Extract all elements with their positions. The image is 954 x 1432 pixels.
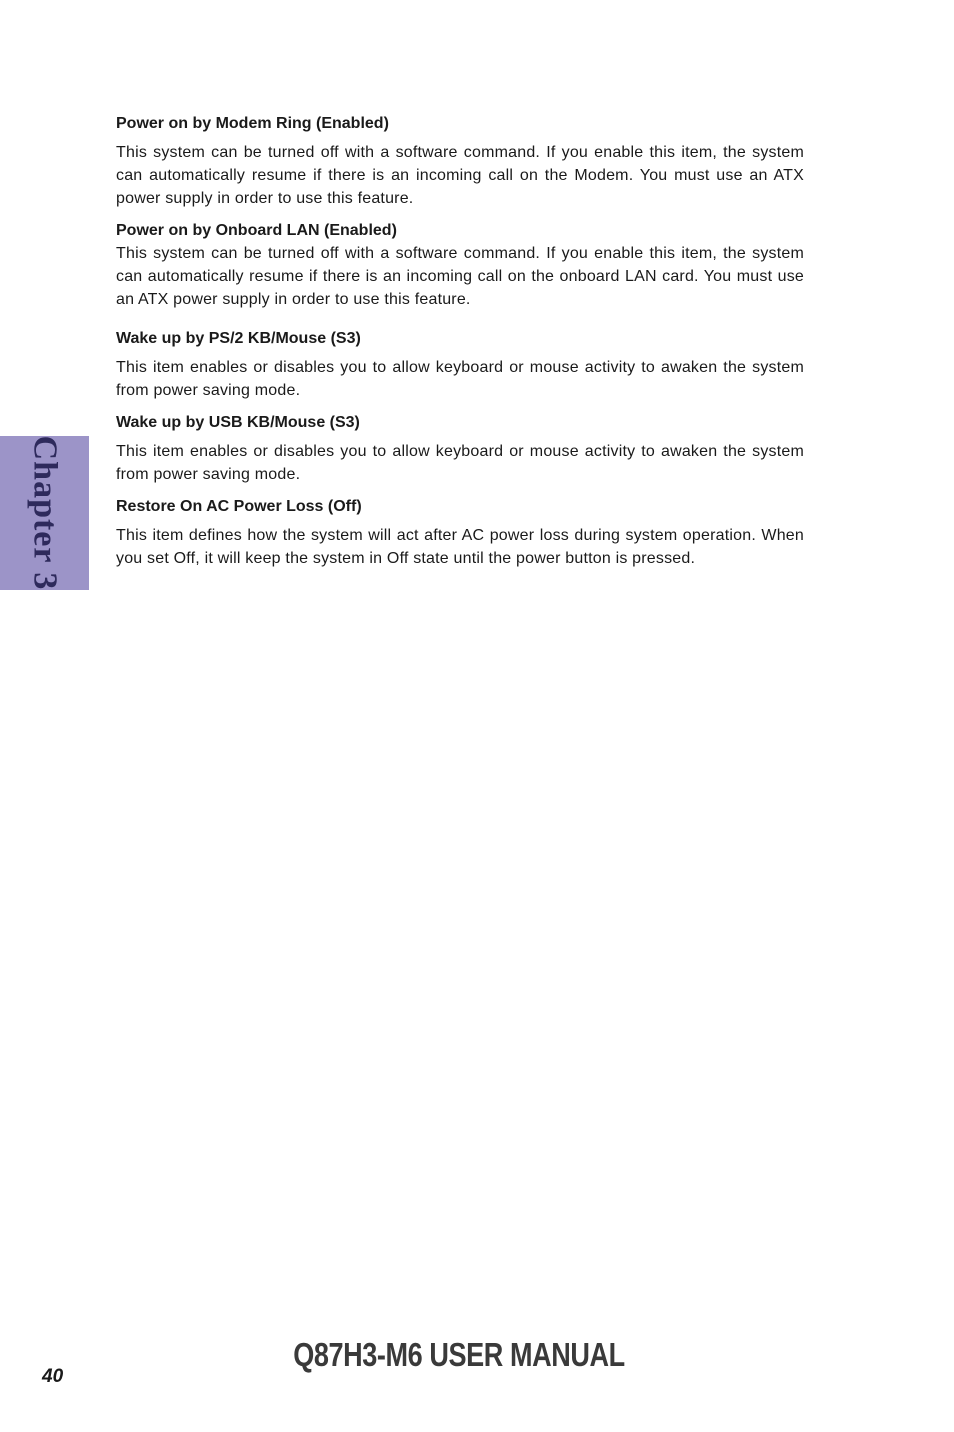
page-number: 40	[42, 1366, 64, 1387]
section-modem-ring	[116, 112, 804, 210]
section-heading: Wake up by PS/2 KB/Mouse (S3)	[116, 330, 361, 347]
section-body: This item defines how the system will act after AC power loss during system operation. When you set Off, it will keep the system in Off state until the power button is pressed.	[116, 527, 804, 567]
section-body: This item enables or disables you to allow keyboard or mouse activity to awaken the system from power saving mode.	[116, 359, 804, 399]
page-content	[116, 112, 804, 570]
chapter-label: Chapter 3	[26, 435, 64, 591]
section-heading: Restore On AC Power Loss (Off)	[116, 498, 362, 515]
section-ps2-wake	[116, 327, 804, 402]
chapter-tab	[0, 436, 89, 590]
section-heading: Wake up by USB KB/Mouse (S3)	[116, 414, 360, 431]
section-ac-power-loss	[116, 495, 804, 570]
section-onboard-lan	[116, 219, 804, 311]
section-heading: Power on by Modem Ring (Enabled)	[116, 115, 389, 132]
section-usb-wake	[116, 411, 804, 486]
section-body: This system can be turned off with a software command. If you enable this item, the system can automatically resume if there is an incoming call on the onboard LAN card. You must use an ATX power supply in order to use this feature.	[116, 245, 804, 308]
section-heading: Power on by Onboard LAN (Enabled)	[116, 222, 397, 239]
section-body: This item enables or disables you to allow keyboard or mouse activity to awaken the system from power saving mode.	[116, 443, 804, 483]
section-body: This system can be turned off with a software command. If you enable this item, the system can automatically resume if there is an incoming call on the Modem. You must use an ATX power supply in order to use this feature.	[116, 144, 804, 207]
manual-title: Q87H3-M6 USER MANUAL	[293, 1336, 625, 1373]
